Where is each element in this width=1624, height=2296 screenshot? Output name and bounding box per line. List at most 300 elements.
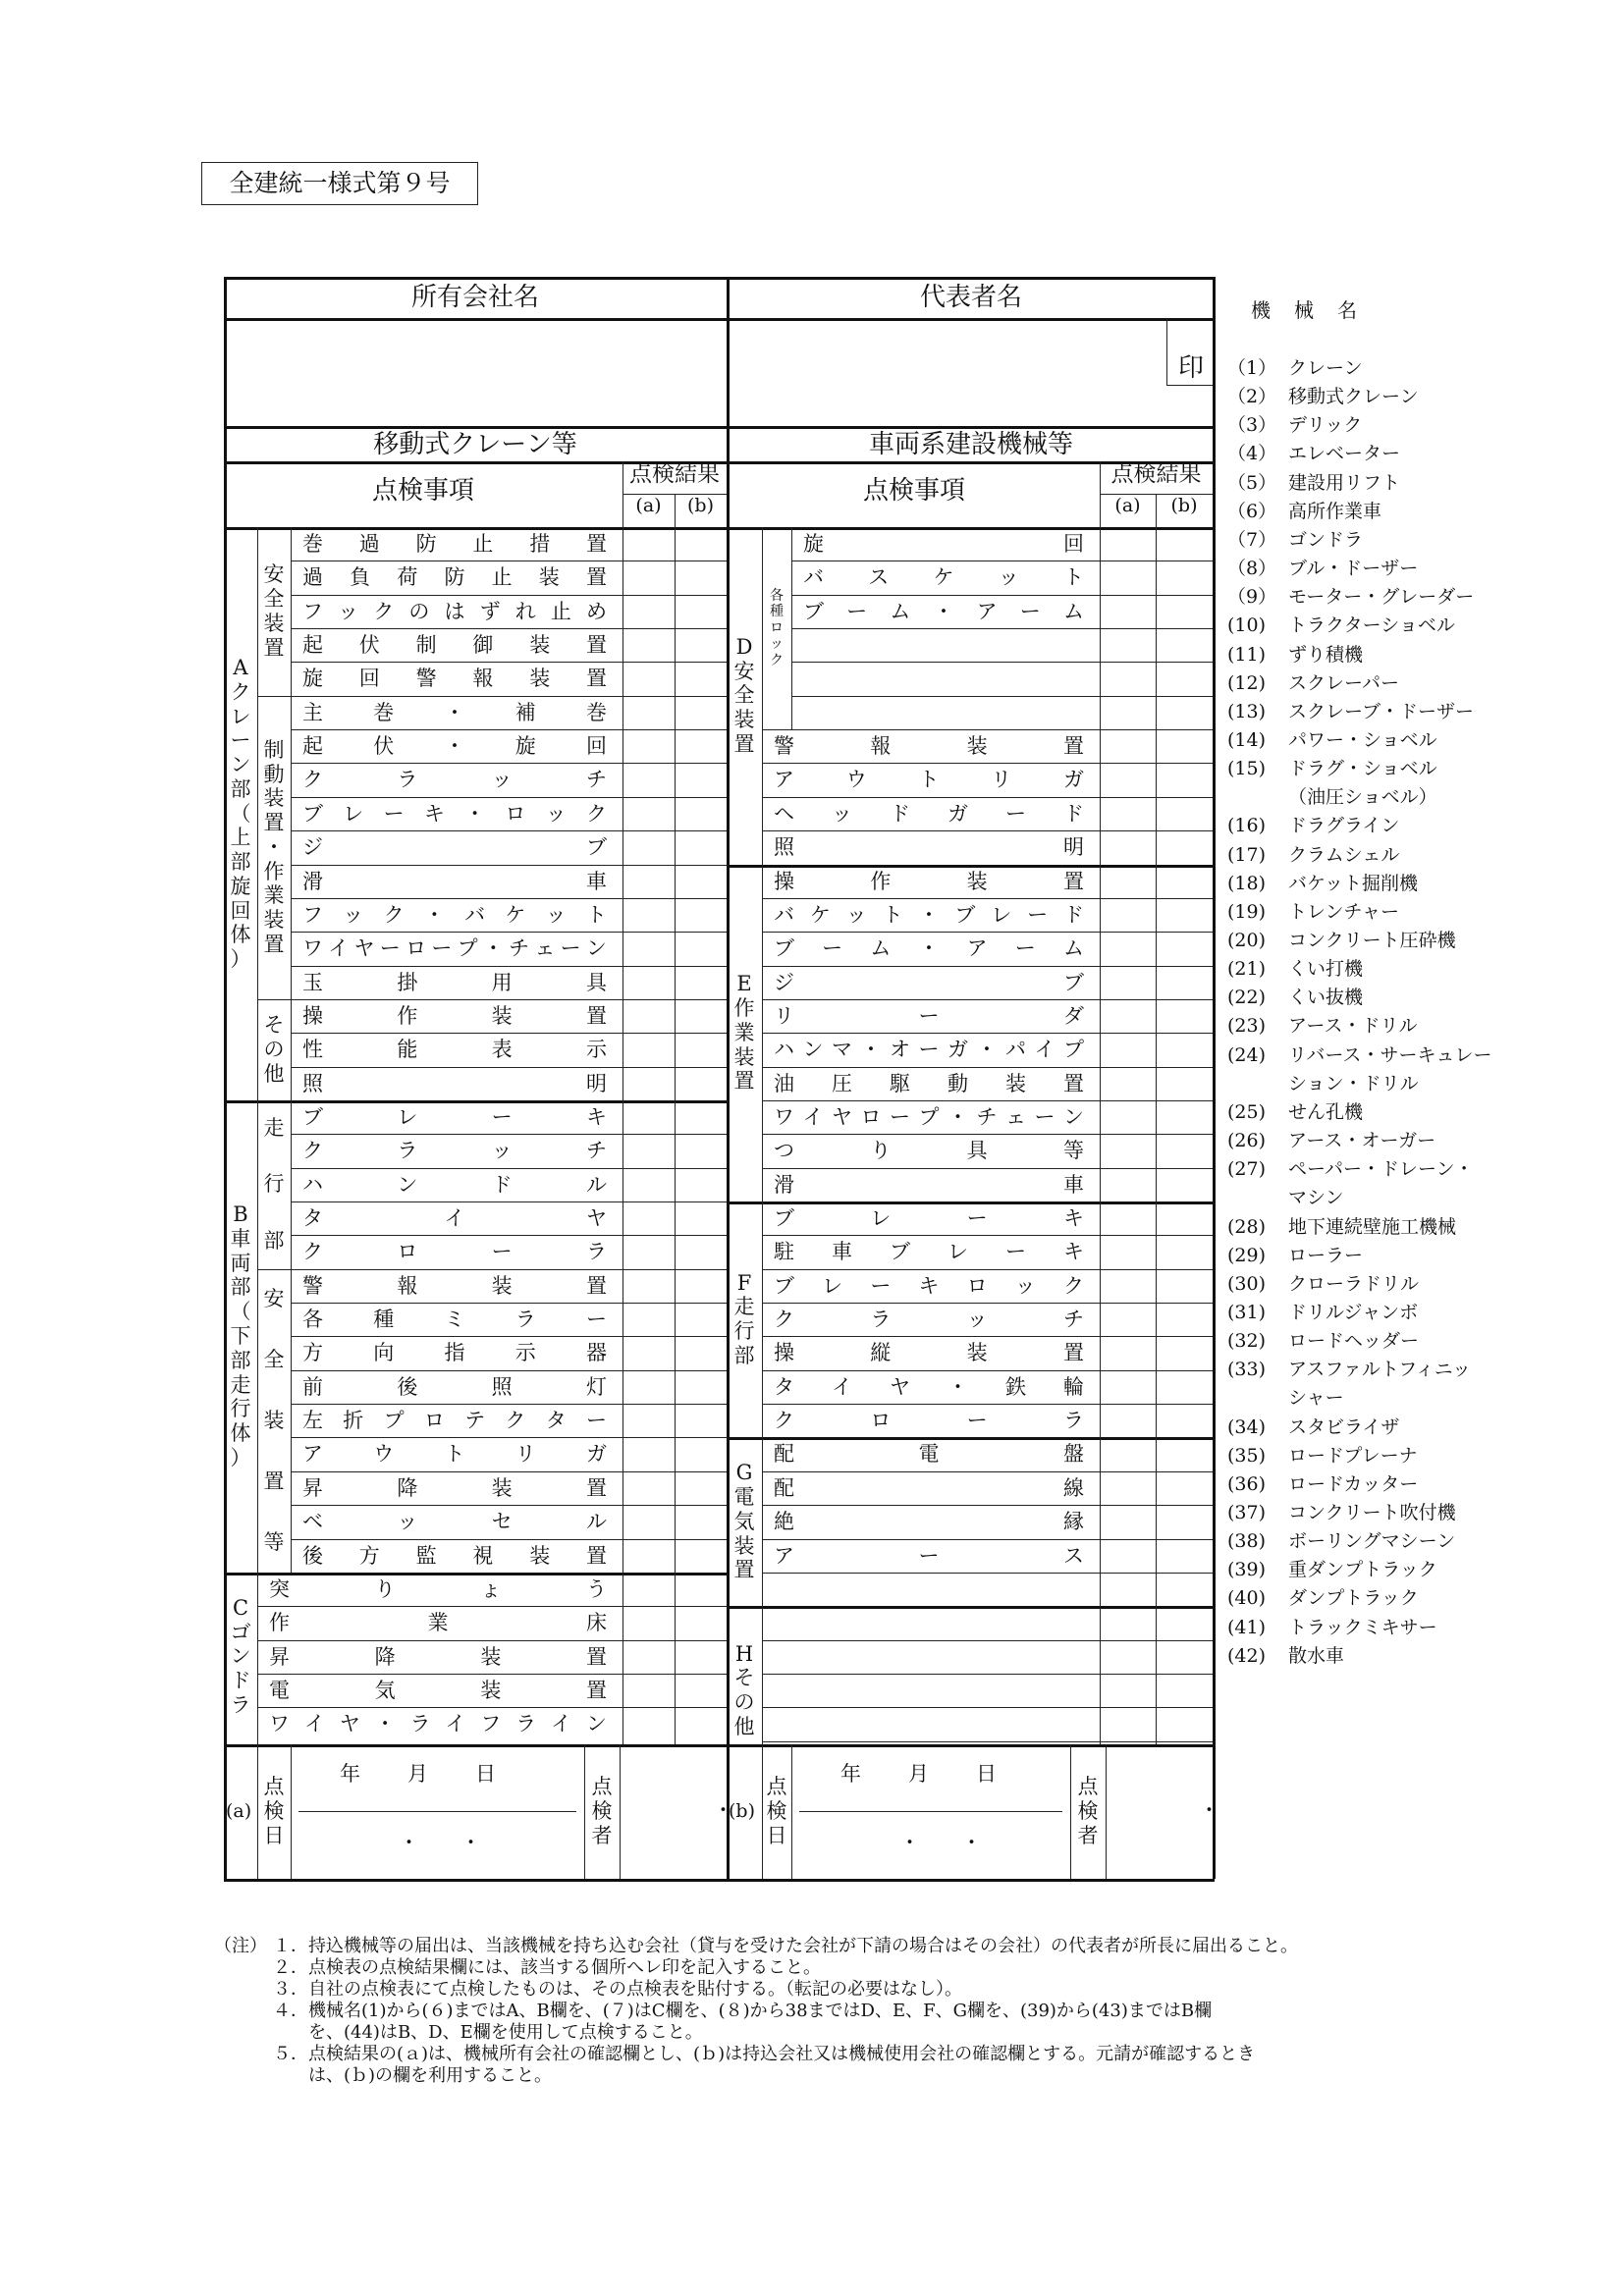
check-item-E: 滑 車 <box>774 1172 1084 1197</box>
machine-number: (26) <box>1227 1130 1267 1152</box>
check-item-B: ク ラ ッ チ <box>302 1139 607 1163</box>
rule-line <box>257 1707 727 1708</box>
group-label: 安 全 装 置 等 <box>263 1287 285 1554</box>
check-item-F: ブ レ ー キ <box>774 1206 1084 1230</box>
machine-name: せん孔機 <box>1288 1100 1364 1123</box>
date-dots: ・ ・ <box>399 1831 481 1854</box>
rule-line <box>291 865 727 866</box>
rule-line <box>762 1336 1213 1337</box>
machine-name: ション・ドリル <box>1288 1072 1419 1095</box>
machine-list-item <box>1227 754 1437 780</box>
machine-number: (16) <box>1227 815 1267 837</box>
section-A-title: A ク レ ー ン 部 （ 上 部 旋 回 体 ） <box>230 655 251 972</box>
check-item-A: 主 巻 ・ 補 巻 <box>302 700 607 724</box>
rule-line <box>791 628 1213 629</box>
inspector-field[interactable]: ・ <box>713 1797 733 1822</box>
rule-line <box>291 1168 727 1169</box>
machine-list-item <box>1227 554 1418 580</box>
rule-line <box>675 527 676 1744</box>
check-item-G: 絶 縁 <box>774 1510 1084 1534</box>
check-item-H <box>774 1707 1084 1740</box>
rule-line <box>762 1573 1213 1574</box>
rule-line <box>224 1573 727 1575</box>
machine-name: ダンプトラック <box>1288 1587 1419 1610</box>
rule-line <box>257 1269 727 1270</box>
machine-list-item <box>1227 468 1400 495</box>
rule-line <box>623 494 727 495</box>
machine-name: 移動式クレーン <box>1288 386 1419 408</box>
rule-line <box>257 1640 727 1641</box>
machine-name: くい抜機 <box>1288 987 1364 1009</box>
inspector-label: 点 検 者 <box>591 1775 613 1847</box>
left-col-b: (b) <box>687 495 714 516</box>
rule-line <box>298 1811 576 1812</box>
machine-name: スタビライザ <box>1288 1415 1400 1438</box>
rule-line <box>727 865 1213 868</box>
machine-list-item <box>1227 1355 1471 1381</box>
rule-line <box>224 461 1213 464</box>
company-name-field[interactable] <box>226 321 725 425</box>
rule-line <box>291 763 727 764</box>
note-line: は、(ｂ)の欄を利用すること。 <box>273 2065 553 2086</box>
machine-list-item <box>1227 1326 1419 1353</box>
check-item-B: 後 方 監 視 装 置 <box>302 1543 607 1568</box>
machine-number: (24) <box>1227 1043 1267 1066</box>
machine-name: ロードカッター <box>1288 1472 1419 1495</box>
rule-line <box>727 1201 1213 1204</box>
check-item-A: フ ッ ク の は ず れ 止 め <box>302 599 607 623</box>
rule-line <box>291 1505 727 1506</box>
rule-line <box>291 662 727 663</box>
machine-list-item <box>1227 1011 1417 1038</box>
machine-number: (25) <box>1227 1100 1267 1123</box>
right-check-items-header: 点検事項 <box>862 476 965 506</box>
machine-number: （9） <box>1227 586 1277 609</box>
date-dots: ・ ・ <box>899 1831 982 1854</box>
section-E-title: E 作 業 装 置 <box>733 972 755 1094</box>
rule-line <box>727 1437 1213 1440</box>
machine-list-item <box>1227 1069 1419 1095</box>
rule-line <box>791 696 1213 697</box>
rule-line <box>762 932 1213 933</box>
machine-name: クレーン <box>1288 357 1363 379</box>
check-item-B: 方 向 指 示 器 <box>302 1341 607 1365</box>
group-label: 安 全 装 置 <box>263 562 285 660</box>
left-check-items-header: 点検事項 <box>371 476 474 506</box>
company-name-label: 所有会社名 <box>410 283 539 312</box>
check-item-H <box>774 1606 1084 1639</box>
rule-line <box>762 1640 1213 1641</box>
machine-name: マシン <box>1288 1187 1344 1209</box>
machine-number: （7） <box>1227 528 1277 551</box>
rule-line <box>1106 1744 1107 1879</box>
machine-name: クラムシェル <box>1288 843 1400 866</box>
machine-list-item <box>1227 382 1419 408</box>
machine-number: (20) <box>1227 930 1267 951</box>
check-item-G <box>774 1573 1084 1606</box>
machine-name: トレンチャー <box>1288 900 1399 923</box>
rule-line <box>762 999 1213 1000</box>
rule-line <box>291 1201 727 1202</box>
rule-line <box>291 1067 727 1068</box>
rule-line <box>1100 494 1213 495</box>
machine-name: ドラグ・ショベル <box>1288 758 1437 780</box>
rule-line <box>224 1100 727 1103</box>
rule-line <box>762 1134 1213 1135</box>
check-item-G: 配 電 盤 <box>774 1442 1084 1467</box>
check-item-C: 作 業 床 <box>269 1611 607 1635</box>
machine-name: 重ダンプトラック <box>1288 1559 1437 1581</box>
machine-list-item <box>1227 1613 1437 1639</box>
machine-list-item <box>1227 1183 1344 1209</box>
section-C-title: C ゴ ン ド ラ <box>230 1595 251 1717</box>
check-item-B: 昇 降 装 置 <box>302 1475 607 1500</box>
right-col-b: (b) <box>1170 495 1198 516</box>
machine-list-title: 機 械 名 <box>1251 298 1359 322</box>
check-item-A: 操 作 装 置 <box>302 1003 607 1028</box>
check-item-D: バ ス ケ ッ ト <box>803 565 1084 590</box>
machine-number: (30) <box>1227 1272 1267 1295</box>
machine-number: (37) <box>1227 1502 1267 1523</box>
machine-number: (27) <box>1227 1158 1267 1181</box>
inspection-form <box>224 277 1219 1879</box>
machine-list-item <box>1227 1097 1363 1124</box>
machine-number: (15) <box>1227 758 1267 780</box>
rule-line <box>762 898 1213 899</box>
machine-number: (29) <box>1227 1244 1267 1266</box>
section-G-title: G 電 気 装 置 <box>733 1461 755 1582</box>
date-line: 年 月 日 <box>840 1762 999 1786</box>
rule-line <box>291 1370 727 1371</box>
machine-list-item <box>1227 697 1474 723</box>
machine-name: 散水車 <box>1288 1644 1345 1667</box>
machine-number: (11) <box>1227 643 1267 666</box>
rule-line <box>762 1269 1213 1270</box>
rule-line <box>291 932 727 933</box>
machine-number: (38) <box>1227 1530 1267 1553</box>
check-item-A: 過 負 荷 防 止 装 置 <box>302 565 607 590</box>
machine-list-item <box>1227 668 1399 695</box>
machine-name: ドラグライン <box>1288 815 1400 837</box>
machine-number: （8） <box>1227 558 1277 580</box>
machine-number: （1） <box>1227 357 1277 379</box>
machine-name: トラックミキサー <box>1288 1616 1437 1638</box>
machine-list-item <box>1227 582 1474 609</box>
rule-line <box>762 763 1213 764</box>
check-item-B: タ イ ヤ <box>302 1206 607 1230</box>
rule-line <box>224 1879 1215 1882</box>
rule-line <box>291 1336 727 1337</box>
rule-line <box>291 628 727 629</box>
check-item-A: 滑 車 <box>302 869 607 893</box>
check-item-A: フ ッ ク ・ バ ケ ッ ト <box>302 902 607 927</box>
check-item-E: ワ イ ヤ ロ ー プ ・ チ ェ ー ン <box>774 1104 1084 1129</box>
check-item-B: ア ウ ト リ ガ <box>302 1442 607 1467</box>
rule-line <box>291 1303 727 1304</box>
rule-line <box>762 1100 1213 1101</box>
check-item-B: 左 折 プ ロ テ ク タ ー <box>302 1409 607 1433</box>
note-line: ４．機械名(1)から(６)まではA、B欄を、(７)はC欄を、(８)から38まではD、E、F、G欄を、(39)から(43)まではB欄 <box>273 2001 1213 2021</box>
rule-line <box>291 797 727 798</box>
machine-number: （2） <box>1227 386 1277 408</box>
machine-number: (39) <box>1227 1559 1267 1581</box>
machine-number: (31) <box>1227 1301 1267 1323</box>
check-item-E: ブ ー ム ・ ア ー ム <box>774 936 1084 961</box>
group-label: 制 動 装 置 ・ 作 業 装 置 <box>263 737 285 956</box>
check-item-F: 駐 車 ブ レ ー キ <box>774 1240 1084 1264</box>
check-item-B: ベ ッ セ ル <box>302 1510 607 1534</box>
machine-list-item <box>1227 1583 1419 1610</box>
machine-number: (36) <box>1227 1472 1267 1495</box>
machine-name: コンクリート圧砕機 <box>1288 930 1456 951</box>
rule-line <box>224 318 1213 321</box>
section-B-title: B 車 両 部 （ 下 部 走 行 体 ） <box>230 1202 251 1469</box>
machine-list-item <box>1227 869 1418 895</box>
rule-line <box>1156 494 1157 527</box>
check-item-G: 配 線 <box>774 1475 1084 1500</box>
rule-line <box>762 1033 1213 1034</box>
machine-name: リバース・サーキュレー <box>1288 1043 1492 1066</box>
check-item-A: 起 伏 ・ 旋 回 <box>302 734 607 759</box>
notes-label: （注） <box>214 1936 267 1956</box>
machine-name: 建設用リフト <box>1288 471 1401 494</box>
rule-line <box>291 1539 727 1540</box>
check-item-E: ハ ン マ ・ オ ー ガ ・ パ イ プ <box>774 1038 1084 1062</box>
rule-line <box>1166 318 1167 385</box>
machine-number: (10) <box>1227 614 1267 637</box>
machine-list-item <box>1227 840 1399 867</box>
machine-name: くい打機 <box>1288 958 1364 981</box>
rule-line <box>727 1606 1213 1609</box>
rule-line <box>762 1674 1213 1675</box>
rule-line <box>291 1744 292 1879</box>
check-item-A: 性 能 表 示 <box>302 1038 607 1062</box>
rule-line <box>257 1674 727 1675</box>
machine-name: トラクターショベル <box>1288 614 1455 637</box>
machine-number: (33) <box>1227 1359 1267 1381</box>
rule-line <box>291 1471 727 1472</box>
machine-name: ずり積機 <box>1288 643 1364 666</box>
check-item-D: ア ウ ト リ ガ <box>774 768 1084 792</box>
machine-number: (14) <box>1227 728 1267 751</box>
check-item-D: ヘ ッ ド ガ ー ド <box>774 801 1084 826</box>
rule-line <box>224 426 1213 429</box>
right-result-header: 点検結果 <box>1110 461 1202 487</box>
check-item-E: 操 作 装 置 <box>774 869 1084 893</box>
machine-list-item <box>1227 1641 1344 1668</box>
representative-field[interactable] <box>731 321 1167 425</box>
rule-line <box>799 1811 1062 1812</box>
machine-name: ドリルジャンボ <box>1288 1301 1419 1323</box>
machine-list-item <box>1227 497 1381 523</box>
machine-list-item <box>1227 439 1400 465</box>
note-line: ３．自社の点検表にて点検したものは、その点検表を貼付する。（転記の必要はなし）。 <box>273 1979 962 2000</box>
machine-name: デリック <box>1288 414 1363 437</box>
footer-tag: (a) <box>226 1799 252 1822</box>
rule-line <box>762 1067 1213 1068</box>
rule-line <box>762 797 1213 798</box>
machine-list-item <box>1227 811 1399 837</box>
machine-name: ブル・ドーザー <box>1288 558 1419 580</box>
machine-list-item <box>1227 1526 1455 1553</box>
check-item-D <box>803 662 1084 695</box>
rule-line <box>291 1033 727 1034</box>
rule-line <box>675 494 676 527</box>
machine-list-item <box>1227 1555 1437 1581</box>
rule-line <box>762 1235 1213 1236</box>
machine-list-item <box>1227 725 1437 752</box>
check-item-H <box>774 1674 1084 1707</box>
machine-list-item <box>1227 1212 1456 1239</box>
rule-line <box>1166 385 1213 386</box>
machine-list-item <box>1227 1154 1474 1181</box>
machine-list-item <box>1227 983 1363 1009</box>
machine-name: アース・オーガー <box>1288 1130 1436 1152</box>
machine-number: （3） <box>1227 414 1277 437</box>
machine-list-item <box>1227 410 1362 437</box>
rule-line <box>1156 527 1157 1744</box>
machine-number: (41) <box>1227 1616 1267 1638</box>
machine-number: (42) <box>1227 1644 1267 1667</box>
date-label: 点 検 日 <box>263 1775 285 1847</box>
rule-line <box>291 1235 727 1236</box>
left-result-header: 点検結果 <box>629 461 720 487</box>
machine-name: （油圧ショベル） <box>1288 786 1437 809</box>
rule-line <box>762 1404 1213 1405</box>
group-label: 走 行 部 <box>263 1116 285 1253</box>
machine-list-item <box>1227 1383 1344 1410</box>
inspector-label: 点 検 者 <box>1077 1775 1099 1847</box>
inspector-field[interactable]: ・ <box>1199 1797 1219 1822</box>
machine-number: （5） <box>1227 471 1277 494</box>
check-item-G: ア ー ス <box>774 1543 1084 1568</box>
machine-list-item <box>1227 1041 1491 1067</box>
rule-line <box>291 966 727 967</box>
machine-list-item <box>1227 1469 1418 1496</box>
check-item-D: 旋 回 <box>803 532 1084 556</box>
note-line: を、(44)はB、D、E欄を使用して点検すること。 <box>273 2022 703 2043</box>
date-label: 点 検 日 <box>766 1775 787 1847</box>
machine-name: モーター・グレーダー <box>1288 586 1475 609</box>
rule-line <box>1213 277 1216 1879</box>
rule-line <box>762 966 1213 967</box>
rule-line <box>791 662 1213 663</box>
rule-line <box>762 729 1213 730</box>
machine-list-item <box>1227 1126 1435 1152</box>
check-item-C: 電 気 装 置 <box>269 1678 607 1702</box>
rule-line <box>291 830 727 831</box>
check-item-D: 照 明 <box>774 835 1084 860</box>
machine-list-item <box>1227 1413 1399 1439</box>
check-item-A: 玉 掛 用 具 <box>302 970 607 994</box>
rule-line <box>291 729 727 730</box>
date-line: 年 月 日 <box>340 1762 498 1786</box>
rule-line <box>291 1134 727 1135</box>
machine-name: ロードヘッダー <box>1288 1330 1420 1353</box>
check-item-E: 油 圧 駆 動 装 置 <box>774 1071 1084 1095</box>
check-item-F: ク ロ ー ラ <box>774 1409 1084 1433</box>
rule-line <box>291 898 727 899</box>
seal-mark: 印 <box>1177 353 1204 383</box>
machine-number: (12) <box>1227 671 1267 694</box>
check-item-E: つ り 具 等 <box>774 1139 1084 1163</box>
form-number: 全建統一様式第９号 <box>201 162 478 205</box>
footer-tag: (b) <box>729 1799 755 1822</box>
check-item-A: ブ レ ー キ ・ ロ ッ ク <box>302 801 607 826</box>
check-item-B: 警 報 装 置 <box>302 1273 607 1298</box>
machine-name: ボーリングマシーン <box>1288 1530 1456 1553</box>
rule-line <box>224 277 1213 280</box>
check-item-B: ハ ン ド ル <box>302 1172 607 1197</box>
check-item-D: ブ ー ム ・ ア ー ム <box>803 599 1084 623</box>
machine-list-item <box>1227 1441 1418 1468</box>
machine-name: 高所作業車 <box>1288 500 1382 522</box>
check-item-C: 昇 降 装 置 <box>269 1644 607 1669</box>
machine-name: ロードプレーナ <box>1288 1444 1418 1467</box>
check-item-F: ク ラ ッ チ <box>774 1308 1084 1332</box>
rule-line <box>1100 527 1101 1744</box>
rule-line <box>291 1404 727 1405</box>
machine-number: (34) <box>1227 1415 1267 1438</box>
rule-line <box>762 1168 1213 1169</box>
machine-name: アース・ドリル <box>1288 1015 1418 1038</box>
machine-name: スクレーパー <box>1288 671 1400 694</box>
rule-line <box>762 1303 1213 1304</box>
machine-number: (21) <box>1227 958 1267 981</box>
machine-list-item <box>1227 353 1363 380</box>
check-item-A: 旋 回 警 報 装 置 <box>302 667 607 691</box>
machine-list-item <box>1227 782 1437 809</box>
right-section-title: 車両系建設機械等 <box>868 430 1073 459</box>
machine-list-item <box>1227 525 1363 552</box>
machine-name: クローラドリル <box>1288 1272 1420 1295</box>
rule-line <box>257 1606 727 1607</box>
machine-list-item <box>1227 1498 1456 1524</box>
check-item-B: 各 種 ミ ラ ー <box>302 1308 607 1332</box>
rule-line <box>291 1437 727 1438</box>
check-item-F: タ イ ヤ ・ 鉄 輪 <box>774 1374 1084 1399</box>
machine-number: （4） <box>1227 443 1277 465</box>
check-item-H <box>774 1640 1084 1674</box>
machine-list-item <box>1227 1298 1418 1324</box>
check-item-B: 前 後 照 灯 <box>302 1374 607 1399</box>
rule-line <box>762 1370 1213 1371</box>
machine-name: シャー <box>1288 1387 1344 1410</box>
machine-number: （6） <box>1227 500 1277 522</box>
machine-name: 地下連続壁施工機械 <box>1288 1215 1457 1238</box>
check-item-A: 起 伏 制 御 装 置 <box>302 633 607 658</box>
check-item-C: 突 り ょ う <box>269 1576 607 1601</box>
check-item-A: ク ラ ッ チ <box>302 768 607 792</box>
rule-line <box>257 999 727 1000</box>
note-line: ２．点検表の点検結果欄には、該当する個所へレ印を記入すること。 <box>273 1957 821 1978</box>
check-item-A: ワ イ ヤ ー ロ ー プ ・ チ ェ ー ン <box>302 936 607 961</box>
check-item-D: 警 報 装 置 <box>774 734 1084 759</box>
rule-line <box>791 595 1213 596</box>
check-item-C: ワ イ ヤ ・ ラ イ フ ラ イ ン <box>269 1712 607 1736</box>
check-item-B: ブ レ ー キ <box>302 1104 607 1129</box>
machine-list-item <box>1227 611 1455 637</box>
machine-name: アスファルトフィニッ <box>1288 1359 1472 1381</box>
machine-name: パワー・ショベル <box>1288 728 1437 751</box>
machine-name: スクレーブ・ドーザー <box>1288 700 1475 722</box>
machine-number: (23) <box>1227 1015 1267 1038</box>
group-label: 各 種 ロ ッ ク <box>770 587 784 668</box>
check-item-A: 巻 過 防 止 措 置 <box>302 532 607 556</box>
machine-number: (32) <box>1227 1330 1267 1353</box>
machine-list-item <box>1227 954 1363 981</box>
machine-list-item <box>1227 926 1456 952</box>
